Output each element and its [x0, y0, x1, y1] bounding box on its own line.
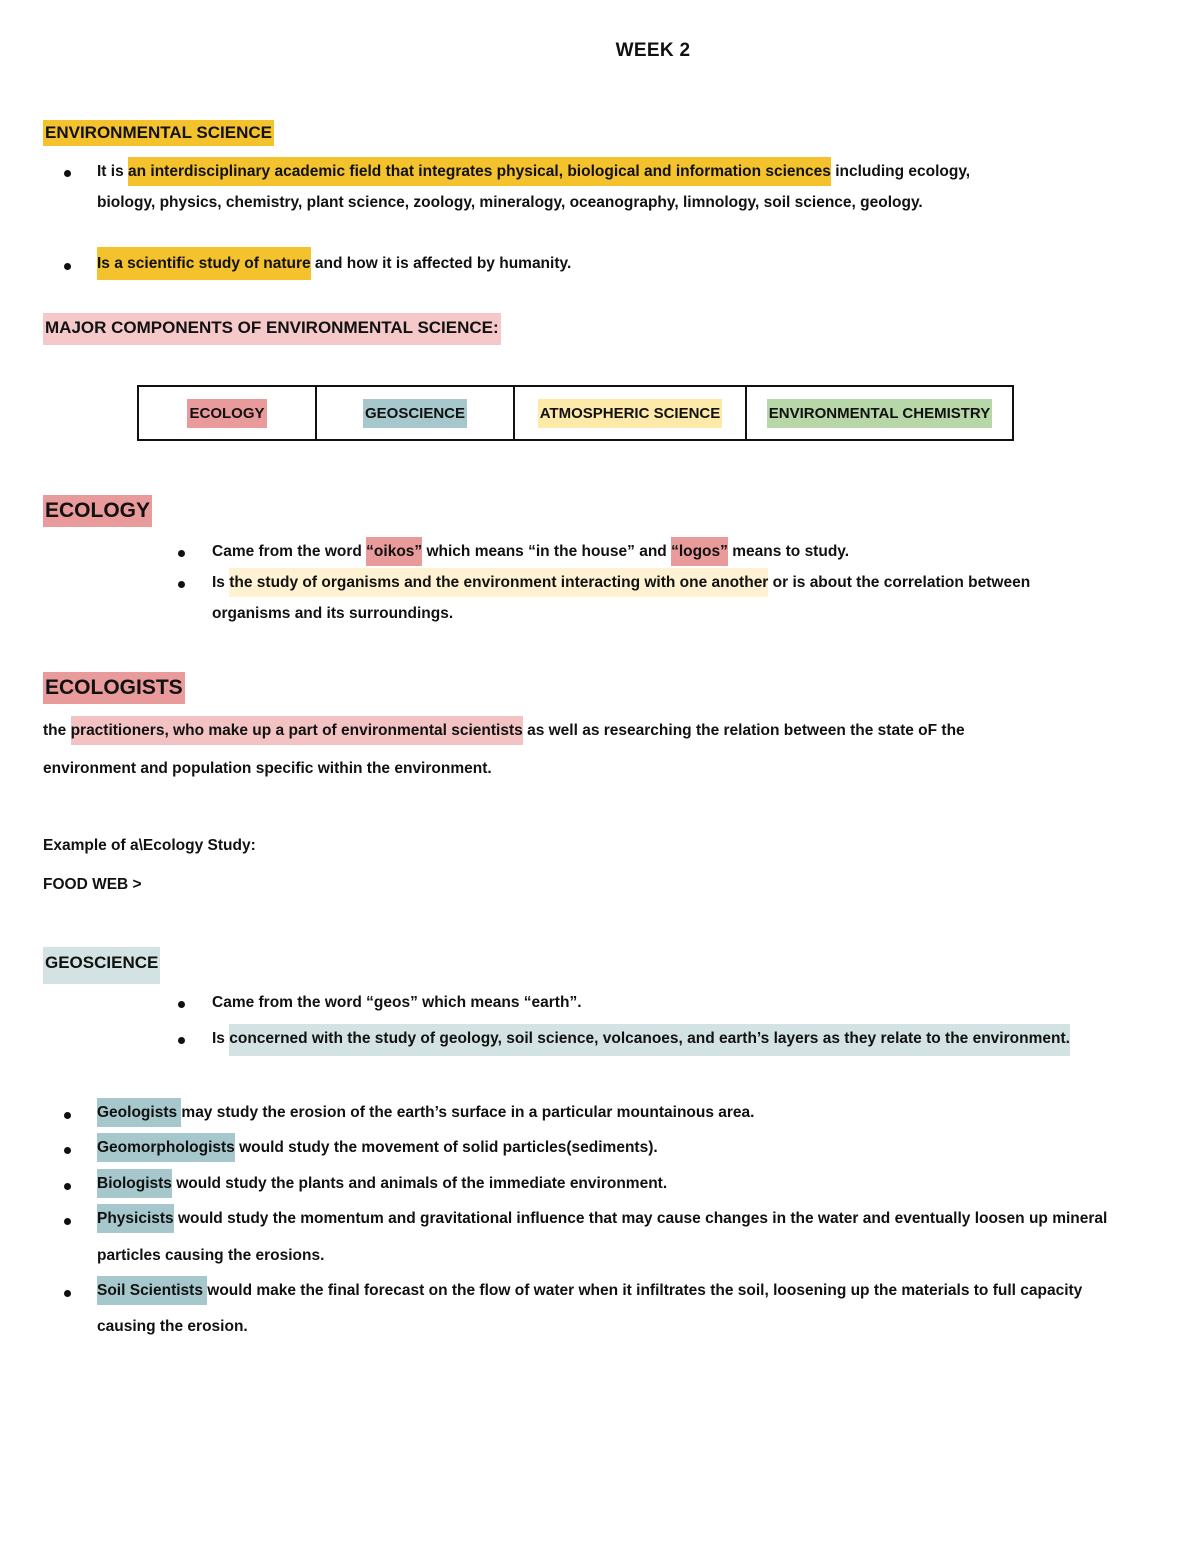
- geoscience-heading: GEOSCIENCE: [43, 947, 160, 984]
- ecology-bullet-1: [212, 543, 849, 561]
- text-run: including ecology,: [830, 163, 971, 180]
- ecology-bullet-2-line2: organisms and its surroundings.: [212, 605, 454, 622]
- component-cell-ecology: [138, 386, 316, 440]
- bullet-icon: [64, 1183, 71, 1190]
- food-web-label: FOOD WEB >: [43, 876, 142, 893]
- highlight-definition: the study of organisms and the environment interacting with one another: [229, 568, 768, 597]
- highlight-definition: an interdisciplinary academic field that integrates physical, biological and information sciences: [128, 157, 831, 186]
- components-heading: MAJOR COMPONENTS OF ENVIRONMENTAL SCIENCE:: [43, 313, 501, 345]
- bullet-icon: [178, 1037, 185, 1044]
- page-title: WEEK 2: [615, 40, 691, 61]
- env-science-bullet-1-line2: biology, physics, chemistry, plant science, zoology, mineralogy, oceanography, limnology, soil science, geology.: [97, 194, 923, 211]
- role-biologists: [97, 1175, 667, 1193]
- bullet-icon: [64, 1218, 71, 1225]
- ecologists-paragraph-line2: environment and population specific within the environment.: [43, 760, 492, 777]
- role-text: may study the erosion of the earth’s surface in a particular mountainous area.: [181, 1104, 755, 1121]
- text-run: means to study.: [727, 543, 850, 560]
- bullet-icon: [64, 170, 71, 177]
- bullet-icon: [178, 1001, 185, 1008]
- role-soil-scientists: [97, 1282, 1082, 1300]
- text-run: Came from the word: [212, 543, 367, 560]
- role-text: would study the momentum and gravitational influence that may cause changes in the water and eventually loosen up mineral: [173, 1210, 1108, 1227]
- bullet-icon: [64, 263, 71, 270]
- highlight-definition: Is a scientific study of nature: [97, 247, 311, 280]
- role-name: Geomorphologists: [97, 1133, 235, 1162]
- ecology-heading: ECOLOGY: [43, 495, 152, 527]
- text-run: It is: [97, 163, 129, 180]
- role-text: would study the plants and animals of the immediate environment.: [171, 1175, 668, 1192]
- env-science-heading: ENVIRONMENTAL SCIENCE: [43, 120, 274, 146]
- ecologists-heading: ECOLOGISTS: [43, 672, 185, 704]
- bullet-icon: [178, 581, 185, 588]
- role-text: would make the final forecast on the flow of water when it infiltrates the soil, loosening up the materials to full capacity: [207, 1282, 1083, 1299]
- geoscience-bullet-1: Came from the word “geos” which means “earth”.: [212, 994, 582, 1011]
- highlight-term: “oikos”: [366, 537, 422, 566]
- highlight-definition: practitioners, who make up a part of environmental scientists: [71, 716, 523, 745]
- highlight-definition: concerned with the study of geology, soil science, volcanoes, and earth’s layers as they relate to the environment.: [229, 1024, 1070, 1056]
- bullet-icon: [64, 1112, 71, 1119]
- component-label: ENVIRONMENTAL CHEMISTRY: [767, 399, 992, 428]
- text-run: as well as researching the relation between the state oF the: [522, 722, 965, 739]
- role-name: Soil Scientists: [97, 1276, 207, 1305]
- component-label: GEOSCIENCE: [363, 399, 467, 428]
- bullet-icon: [64, 1147, 71, 1154]
- components-table: [137, 385, 1014, 441]
- highlight-term: “logos”: [671, 537, 728, 566]
- component-label: ECOLOGY: [187, 399, 266, 428]
- text-run: and how it is affected by humanity.: [310, 255, 572, 272]
- role-geomorphologists: [97, 1139, 658, 1157]
- component-cell-geoscience: [316, 386, 514, 440]
- ecologists-paragraph: [43, 722, 965, 740]
- role-soil-scientists-line2: causing the erosion.: [97, 1318, 248, 1335]
- role-geologists: [97, 1104, 754, 1122]
- env-science-bullet-2: [97, 255, 571, 273]
- text-run: Is: [212, 574, 230, 591]
- ecology-bullet-2: [212, 574, 1030, 592]
- component-cell-chemistry: [746, 386, 1013, 440]
- text-run: which means “in the house” and: [422, 543, 672, 560]
- role-physicists-line2: particles causing the erosions.: [97, 1247, 325, 1264]
- role-name: Physicists: [97, 1204, 174, 1233]
- role-name: Biologists: [97, 1169, 172, 1198]
- role-text: would study the movement of solid particles(sediments).: [234, 1139, 658, 1156]
- text-run: Is: [212, 1030, 230, 1047]
- example-label: Example of a\Ecology Study:: [43, 837, 256, 854]
- bullet-icon: [178, 550, 185, 557]
- text-run: the: [43, 722, 71, 739]
- role-physicists: [97, 1210, 1107, 1228]
- text-run: or is about the correlation between: [768, 574, 1031, 591]
- env-science-bullet-1: [97, 163, 970, 181]
- bullet-icon: [64, 1290, 71, 1297]
- component-cell-atmospheric: [514, 386, 746, 440]
- role-name: Geologists: [97, 1098, 181, 1127]
- component-label: ATMOSPHERIC SCIENCE: [538, 399, 723, 428]
- geoscience-bullet-2: [212, 1030, 1070, 1048]
